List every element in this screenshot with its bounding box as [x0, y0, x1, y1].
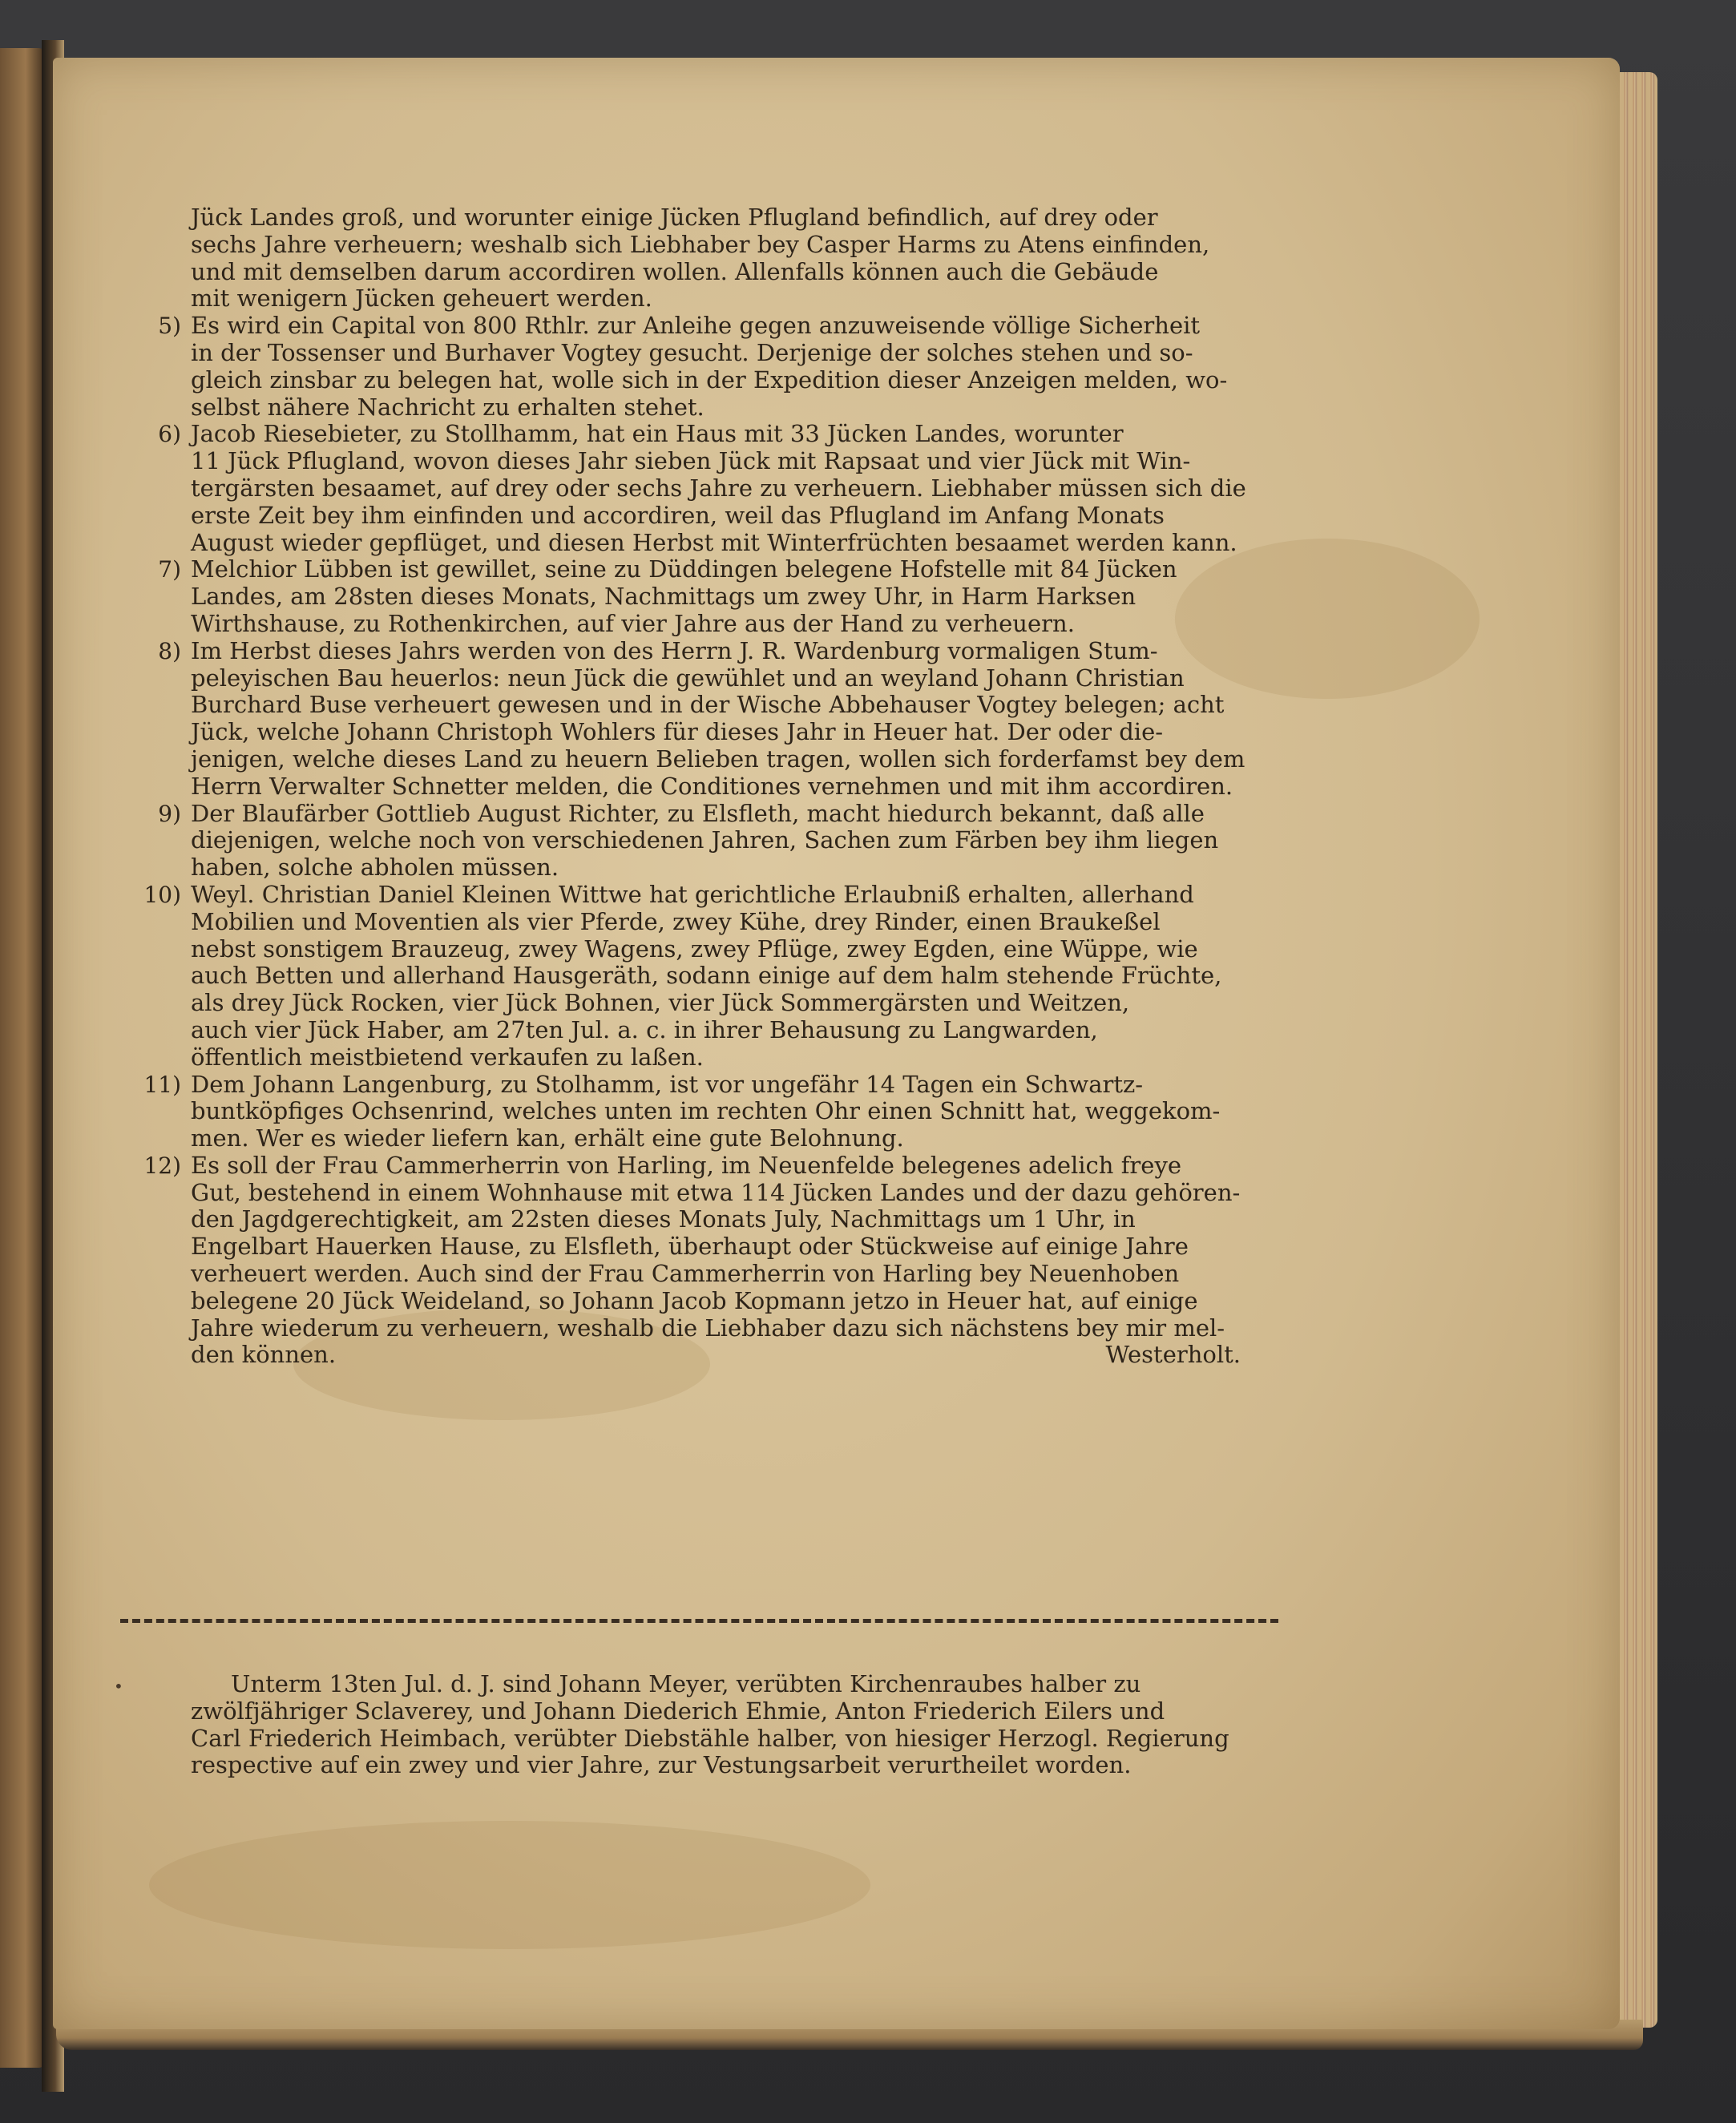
announcement-item	[158, 312, 1337, 421]
paper-stain	[149, 1821, 870, 1949]
text-line: diejenigen, welche noch von verschiedenen Jahren, Sachen zum Färben bey ihm liegen	[191, 826, 1219, 854]
text-line: 11 Jück Pflugland, wovon dieses Jahr sieben Jück mit Rapsaat und vier Jück mit Win-	[191, 447, 1191, 475]
closing-line	[191, 1342, 1337, 1369]
text-line: Im Herbst dieses Jahrs werden von des Herrn J. R. Wardenburg vormaligen Stum-	[191, 636, 1158, 664]
text-line: Landes, am 28sten dieses Monats, Nachmittags um zwey Uhr, in Harm Harksen	[191, 583, 1136, 611]
signature: Westerholt.	[1105, 1341, 1241, 1369]
text-line: Carl Friederich Heimbach, verübter Diebstähle halber, von hiesiger Herzogl. Regierung	[191, 1724, 1229, 1752]
item-number: 5)	[158, 313, 181, 340]
text-line: Es wird ein Capital von 800 Rthlr. zur Anleihe gegen anzuweisende völlige Sicherheit	[191, 312, 1201, 340]
text-line: respective auf ein zwey und vier Jahre, zur Vestungsarbeit verurtheilet worden.	[191, 1751, 1132, 1779]
announcement-item	[158, 420, 1337, 556]
text-line: haben, solche abholen müssen.	[191, 854, 559, 882]
text-line: und mit demselben darum accordiren wollen. Allenfalls können auch die Gebäude	[191, 257, 1159, 285]
text-line: als drey Jück Rocken, vier Jück Bohnen, vier Jück Sommergärsten und Weitzen,	[191, 989, 1130, 1017]
item-number: 12)	[143, 1152, 181, 1179]
text-line: Der Blaufärber Gottlieb August Richter, zu Elsfleth, macht hiedurch bekannt, daß alle	[191, 799, 1205, 827]
text-line: selbst nähere Nachricht zu erhalten stehet.	[191, 393, 704, 421]
item-number: 9)	[158, 800, 181, 827]
item-number: 7)	[158, 556, 181, 583]
text-line: jenigen, welche dieses Land zu heuern Belieben tragen, wollen sich forderfamst bey dem	[191, 745, 1245, 773]
announcement-item	[143, 880, 1337, 1072]
text-line: Engelbart Hauerken Hause, zu Elsfleth, überhaupt oder Stückweise auf einige Jahre	[191, 1233, 1189, 1261]
announcement-item	[143, 1151, 1337, 1369]
text-line: Weyl. Christian Daniel Kleinen Wittwe hat gerichtliche Erlaubniß erhalten, allerhand	[191, 880, 1194, 908]
text-line: tergärsten besaamet, auf drey oder sechs Jahre zu verheuern. Liebhaber müssen sich die	[191, 474, 1246, 502]
text-line: Herrn Verwalter Schnetter melden, die Conditiones vernehmen und mit ihm accordiren.	[191, 772, 1233, 800]
text-line: Jacob Riesebieter, zu Stollhamm, hat ein Haus mit 33 Jücken Landes, worunter	[191, 420, 1124, 448]
text-line: Es soll der Frau Cammerherrin von Harling, im Neuenfelde belegenes adelich freye	[191, 1151, 1181, 1179]
announcement-item	[158, 555, 1337, 637]
text-line: men. Wer es wieder liefern kan, erhält eine gute Belohnung.	[191, 1124, 904, 1152]
text-line: peleyischen Bau heuerlos: neun Jück die gewühlet und an weyland Johann Christian	[191, 664, 1185, 692]
text-line: Dem Johann Langenburg, zu Stolhamm, ist vor ungefähr 14 Tagen ein Schwartz-	[191, 1070, 1144, 1098]
text-line: den Jagdgerechtigkeit, am 22sten dieses Monats July, Nachmittags um 1 Uhr, in	[191, 1205, 1136, 1233]
text-line: Gut, bestehend in einem Wohnhause mit etwa 114 Jücken Landes und der dazu gehören-	[191, 1178, 1241, 1206]
text-line: auch Betten und allerhand Hausgeräth, sodann einige auf dem halm stehende Früchte,	[191, 962, 1222, 990]
text-line: nebst sonstigem Brauzeug, zwey Wagens, zwey Pflüge, zwey Egden, eine Wüppe, wie	[191, 934, 1198, 963]
text-line: August wieder gepflüget, und diesen Herbst mit Winterfrüchten besaamet werden kann.	[191, 528, 1237, 556]
facing-page-edge	[0, 48, 46, 2068]
text-line: Jahre wiederum zu verheuern, weshalb die Liebhaber dazu sich nächstens bey mir mel-	[191, 1314, 1225, 1342]
text-line: Jück, welche Johann Christoph Wohlers für dieses Jahr in Heuer hat. Der oder die-	[191, 718, 1164, 746]
text-line: öffentlich meistbietend verkaufen zu laßen.	[191, 1043, 704, 1071]
announcement-item	[158, 799, 1337, 882]
item-number: 10)	[143, 881, 181, 908]
text-line: Burchard Buse verheuert gewesen und in der Wische Abbehauser Vogtey belegen; acht	[191, 691, 1225, 719]
text-line: gleich zinsbar zu belegen hat, wolle sich in der Expedition dieser Anzeigen melden, wo-	[191, 365, 1228, 394]
text-line: mit wenigern Jücken geheuert werden.	[191, 285, 652, 313]
text-line: auch vier Jück Haber, am 27ten Jul. a. c. in ihrer Behausung zu Langwarden,	[191, 1015, 1098, 1043]
announcement-item	[191, 204, 1337, 313]
text-line: den können.	[191, 1341, 337, 1369]
text-line: Wirthshause, zu Rothenkirchen, auf vier Jahre aus der Hand zu verheuern.	[191, 609, 1075, 637]
announcements-block	[143, 204, 1337, 1369]
text-line: zwölfjähriger Sclaverey, und Johann Diederich Ehmie, Anton Friederich Eilers und	[191, 1697, 1165, 1725]
item-number: 6)	[158, 421, 181, 448]
text-line: in der Tossenser und Burhaver Vogtey gesucht. Derjenige der solches stehen und so-	[191, 338, 1193, 366]
item-number: 8)	[158, 637, 181, 664]
text-line: verheuert werden. Auch sind der Frau Cammerherrin von Harling bey Neuenhoben	[191, 1260, 1180, 1288]
bullet-mark: •	[114, 1677, 123, 1696]
announcement-item	[158, 636, 1337, 801]
item-number: 11)	[143, 1071, 181, 1098]
text-line: belegene 20 Jück Weideland, so Johann Jacob Kopmann jetzo in Heuer hat, auf einige	[191, 1286, 1198, 1314]
court-notice	[191, 1671, 1337, 1779]
text-line: buntköpfiges Ochsenrind, welches unten im rechten Ohr einen Schnitt hat, weggekom-	[191, 1097, 1221, 1125]
text-line: Mobilien und Moventien als vier Pferde, zwey Kühe, drey Rinder, einen Braukeßel	[191, 907, 1161, 935]
text-line: Jück Landes groß, und worunter einige Jücken Pflugland befindlich, auf drey oder	[191, 204, 1158, 231]
text-line: Melchior Lübben ist gewillet, seine zu Düddingen belegene Hofstelle mit 84 Jücken	[191, 555, 1177, 583]
text-line: Unterm 13ten Jul. d. J. sind Johann Meyer, verübten Kirchenraubes halber zu	[231, 1670, 1141, 1697]
text-line: sechs Jahre verheuern; weshalb sich Liebhaber bey Casper Harms zu Atens einfinden,	[191, 230, 1210, 258]
text-line: erste Zeit bey ihm einfinden und accordiren, weil das Pflugland im Anfang Monats	[191, 501, 1165, 529]
announcement-item	[143, 1070, 1337, 1152]
section-divider	[120, 1619, 1278, 1623]
